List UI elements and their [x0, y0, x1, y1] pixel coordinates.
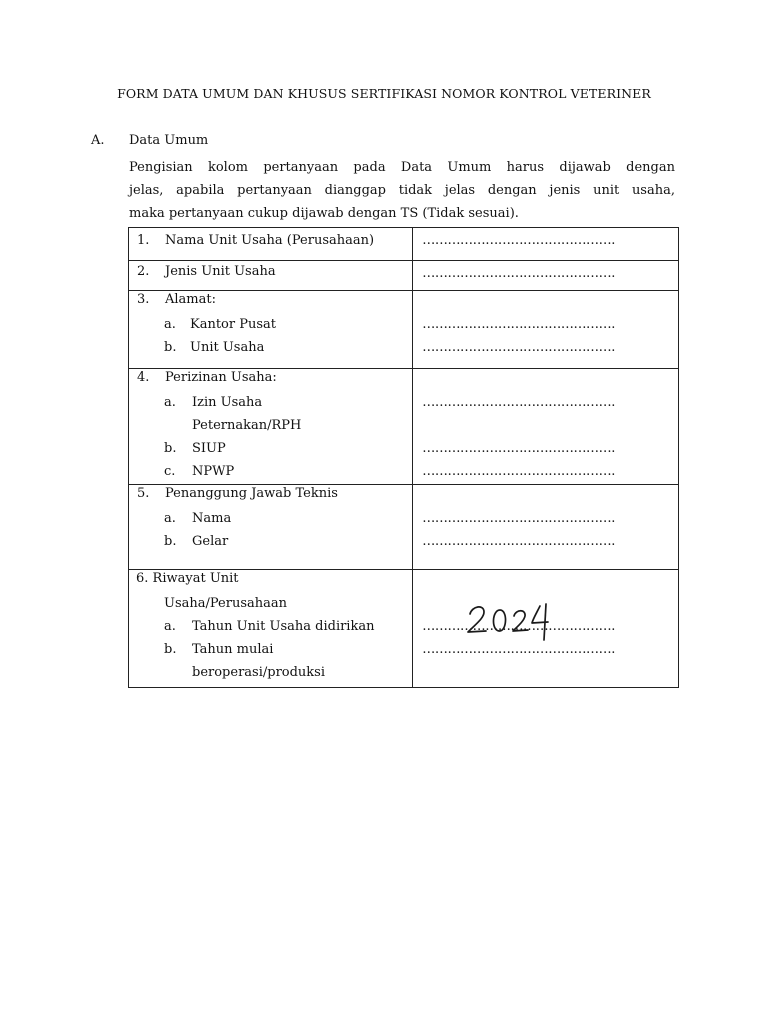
item-label: SIUP — [192, 441, 226, 456]
table-row — [129, 485, 679, 570]
item-label: Tahun mulai — [192, 642, 274, 657]
item-letter: b. — [164, 340, 177, 355]
item-letter: a. — [164, 511, 176, 526]
answer-blank[interactable]: ………………………………………. — [422, 395, 615, 410]
answer-cell[interactable] — [413, 228, 679, 261]
question-label: Perizinan Usaha: — [165, 370, 277, 385]
item-label: Kantor Pusat — [190, 317, 276, 332]
item-letter: a. — [164, 317, 176, 332]
item-label: Unit Usaha — [190, 340, 265, 355]
intro-line: maka pertanyaan cukup dijawab dengan TS (Tidak sesuai). — [129, 206, 519, 221]
table-row — [129, 291, 679, 369]
item-letter: c. — [164, 464, 176, 479]
question-cell — [129, 570, 413, 688]
answer-blank[interactable]: ………………………………………. — [422, 317, 615, 332]
answer-blank[interactable]: ………………………………………. — [422, 340, 615, 355]
item-letter: a. — [164, 619, 176, 634]
answer-blank[interactable]: ………………………………………. — [422, 266, 615, 281]
answer-blank[interactable]: ………………………………………. — [422, 511, 615, 526]
answer-blank[interactable]: ………………………………………. — [422, 642, 615, 657]
table-row — [129, 369, 679, 485]
question-label: Alamat: — [165, 292, 216, 307]
answer-cell[interactable] — [413, 291, 679, 369]
answer-cell[interactable] — [413, 261, 679, 291]
answer-blank[interactable]: ………………………………………. — [422, 534, 615, 549]
answer-cell[interactable] — [413, 570, 679, 688]
intro-line: Pengisian kolom pertanyaan pada Data Umum harus dijawab dengan — [129, 160, 675, 175]
answer-blank[interactable]: ………………………………………. — [422, 441, 615, 456]
question-label: Nama Unit Usaha (Perusahaan) — [165, 233, 375, 248]
question-cell — [129, 291, 413, 369]
table-row — [129, 261, 679, 291]
item-label-continued: Peternakan/RPH — [192, 418, 302, 433]
item-label: Izin Usaha — [192, 395, 263, 410]
question-cell — [129, 485, 413, 570]
row-number: 4. — [137, 370, 150, 385]
answer-blank[interactable]: ………………………………………. — [422, 619, 615, 634]
answer-cell[interactable] — [413, 485, 679, 570]
item-label: NPWP — [192, 464, 235, 479]
item-label: Gelar — [192, 534, 229, 549]
answer-cell[interactable] — [413, 369, 679, 485]
item-label: Nama — [192, 511, 232, 526]
question-cell — [129, 369, 413, 485]
question-label: Penanggung Jawab Teknis — [165, 486, 338, 501]
question-label: Riwayat Unit — [152, 571, 239, 586]
item-letter: b. — [164, 441, 177, 456]
item-label-continued: beroperasi/produksi — [192, 665, 326, 680]
question-label-continued: Usaha/Perusahaan — [164, 596, 287, 611]
table-row — [129, 228, 679, 261]
section-heading: Data Umum — [129, 133, 209, 148]
item-label: Tahun Unit Usaha didirikan — [192, 619, 375, 634]
section-letter: A. — [91, 133, 105, 148]
row-number: 3. — [137, 292, 150, 307]
answer-blank[interactable]: ………………………………………. — [422, 464, 615, 479]
form-title: FORM DATA UMUM DAN KHUSUS SERTIFIKASI NOMOR KONTROL VETERINER — [117, 86, 651, 101]
question-label: Jenis Unit Usaha — [165, 264, 276, 279]
row-number: 5. — [137, 486, 150, 501]
table-row — [129, 570, 679, 688]
item-letter: b. — [164, 534, 177, 549]
question-cell — [129, 261, 413, 291]
section-intro — [129, 156, 675, 225]
row-number: 1. — [137, 233, 150, 248]
item-letter: a. — [164, 395, 176, 410]
row-number: 6. — [136, 571, 149, 586]
row-number: 2. — [137, 264, 150, 279]
intro-line: jelas, apabila pertanyaan dianggap tidak jelas dengan jenis unit usaha, — [129, 183, 675, 198]
data-umum-table — [128, 227, 679, 688]
item-letter: b. — [164, 642, 177, 657]
answer-blank[interactable]: ………………………………………. — [422, 233, 615, 248]
question-cell — [129, 228, 413, 261]
